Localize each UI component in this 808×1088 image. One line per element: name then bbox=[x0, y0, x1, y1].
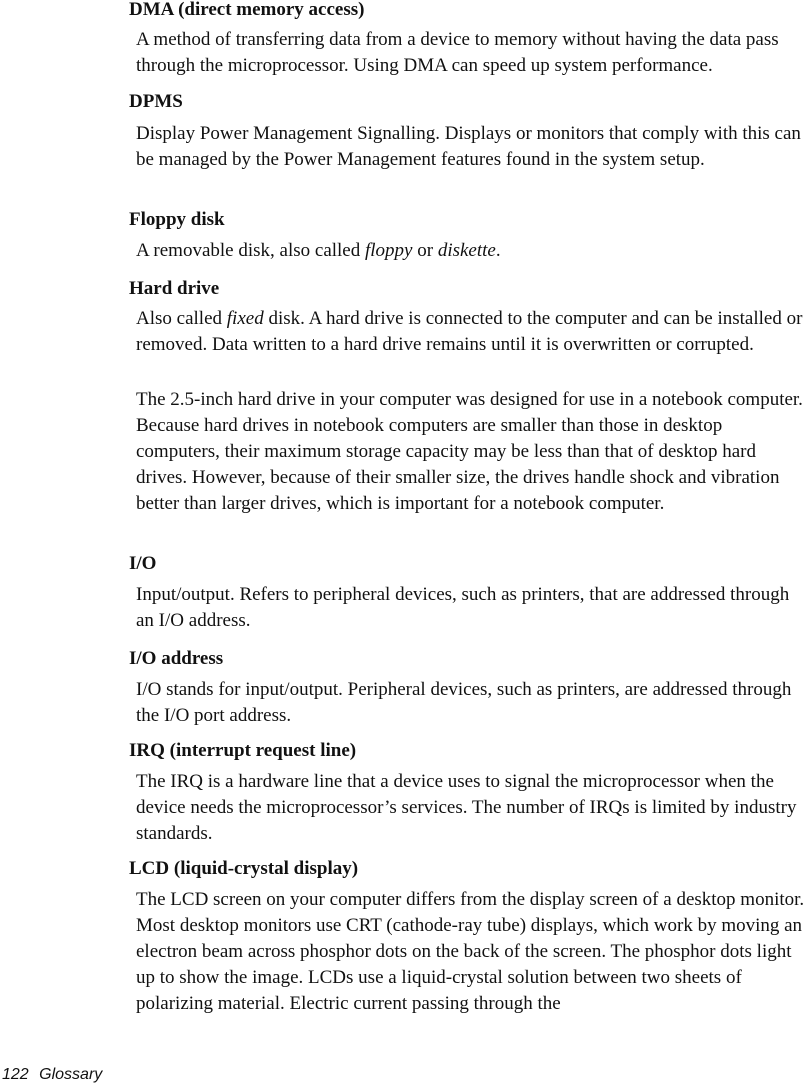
emphasis-floppy: floppy bbox=[365, 240, 413, 261]
page-footer bbox=[2, 1064, 102, 1086]
section-name: Glossary bbox=[39, 1066, 103, 1083]
term-io-address: I/O address bbox=[129, 648, 224, 669]
definition-floppy-disk bbox=[136, 238, 808, 264]
term-io: I/O bbox=[129, 553, 157, 574]
term-dpms: DPMS bbox=[129, 91, 183, 112]
term-lcd: LCD (liquid-crystal display) bbox=[129, 858, 359, 879]
definition-dma: A method of transferring data from a device to memory without having the data pass through the microprocessor. Using DMA can speed up system performance. bbox=[136, 29, 779, 76]
text-segment: disk. A hard drive is connected to the computer and can be installed or removed. Data written to a hard drive remains until it is overwritten or corrupted. bbox=[136, 308, 803, 355]
text-segment: or bbox=[412, 240, 438, 261]
definition-io: Input/output. Refers to peripheral devices, such as printers, that are addressed through an I/O address. bbox=[136, 584, 790, 631]
emphasis-fixed: fixed bbox=[226, 308, 264, 329]
term-irq: IRQ (interrupt request line) bbox=[129, 740, 357, 761]
definition-dpms: Display Power Management Signalling. Displays or monitors that comply with this can be managed by the Power Management features found in the system setup. bbox=[136, 123, 801, 170]
definition-hard-drive-detail: The 2.5-inch hard drive in your computer was designed for use in a notebook computer. Because hard drives in notebook computers are smaller than those in desktop computers, their maximum storage capacity may be less than that of desktop hard drives. However, because of their smaller size, the drives handle shock and vibration better than larger drives, which is important for a notebook computer. bbox=[136, 389, 803, 514]
term-hard-drive: Hard drive bbox=[129, 278, 220, 299]
definition-io-address: I/O stands for input/output. Peripheral devices, such as printers, are addressed through the I/O port address. bbox=[136, 679, 792, 726]
emphasis-diskette: diskette bbox=[437, 240, 496, 261]
term-dma: DMA (direct memory access) bbox=[129, 0, 365, 20]
term-floppy-disk: Floppy disk bbox=[129, 209, 225, 230]
text-segment: A removable disk, also called bbox=[136, 240, 365, 261]
text-segment: Also called bbox=[136, 308, 227, 329]
definition-hard-drive bbox=[136, 306, 808, 358]
page-number: 122 bbox=[2, 1066, 29, 1083]
definition-lcd: The LCD screen on your computer differs from the display screen of a desktop monitor. Most desktop monitors use CRT (cathode-ray tube) displays, which work by moving an electron beam across phosphor dots on the back of the screen. The phosphor dots light up to show the image. LCDs use a liquid-crystal solution between two sheets of polarizing material. Electric current passing through the bbox=[136, 889, 805, 1014]
text-segment: . bbox=[495, 240, 501, 261]
definition-irq: The IRQ is a hardware line that a device uses to signal the microprocessor when the device needs the microprocessor’s services. The number of IRQs is limited by industry standards. bbox=[136, 771, 797, 844]
